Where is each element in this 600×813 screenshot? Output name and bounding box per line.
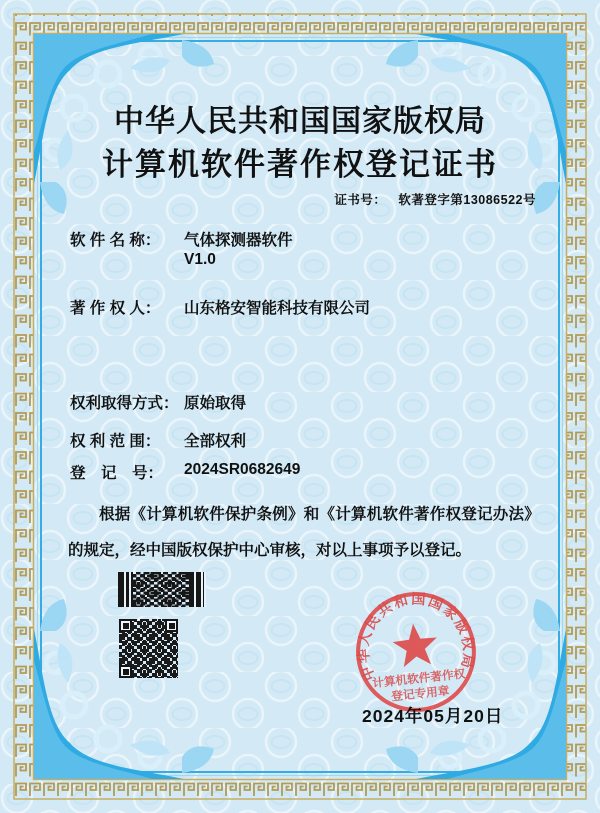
rights-scope-label: 权 利 范 围： xyxy=(70,433,161,450)
qr-finder-icon xyxy=(165,619,178,632)
software-version-value: V1.0 xyxy=(184,251,216,268)
owner-label: 著 作 权 人： xyxy=(70,300,161,317)
software-name-value: 气体探测器软件 xyxy=(184,232,293,249)
authority-title: 中华人民共和国国家版权局 xyxy=(114,105,486,138)
qr-finder-icon xyxy=(119,665,132,678)
qr-code xyxy=(119,619,178,678)
barcode-left-bars xyxy=(118,572,133,607)
acquisition-method-value: 原始取得 xyxy=(184,395,247,412)
registration-date: 2024年05月20日 xyxy=(362,706,504,726)
barcode-right-bars xyxy=(189,572,206,607)
certificate-number-label: 证书号： xyxy=(334,193,387,207)
software-name-label: 软 件 名 称： xyxy=(70,232,161,249)
seal-line1: 计算机软件著作权 xyxy=(371,667,466,691)
certificate-title: 计算机软件著作权登记证书 xyxy=(102,147,498,182)
registration-number-label: 登 记 号： xyxy=(70,465,164,482)
qr-finder-icon xyxy=(119,619,132,632)
registration-number-value: 2024SR0682649 xyxy=(184,461,301,478)
certificate-number-line xyxy=(334,190,536,208)
barcode-matrix xyxy=(133,572,189,607)
certificate-number-value: 软著登字第13086522号 xyxy=(398,193,536,207)
registration-statement: 根据《计算机软件保护条例》和《计算机软件著作权登记办法》的规定，经中国版权保护中心审核，对以上事项予以登记。 xyxy=(68,506,532,559)
seal-ring-text: 中华人民共和国国家版权局 xyxy=(355,591,477,683)
rights-scope-value: 全部权利 xyxy=(184,433,247,450)
star-icon xyxy=(391,621,440,668)
acquisition-method-label: 权利取得方式： xyxy=(70,395,179,412)
seal-line2: 登记专用章 xyxy=(390,684,451,704)
owner-value: 山东格安智能科技有限公司 xyxy=(184,300,371,317)
barcode xyxy=(118,572,206,607)
